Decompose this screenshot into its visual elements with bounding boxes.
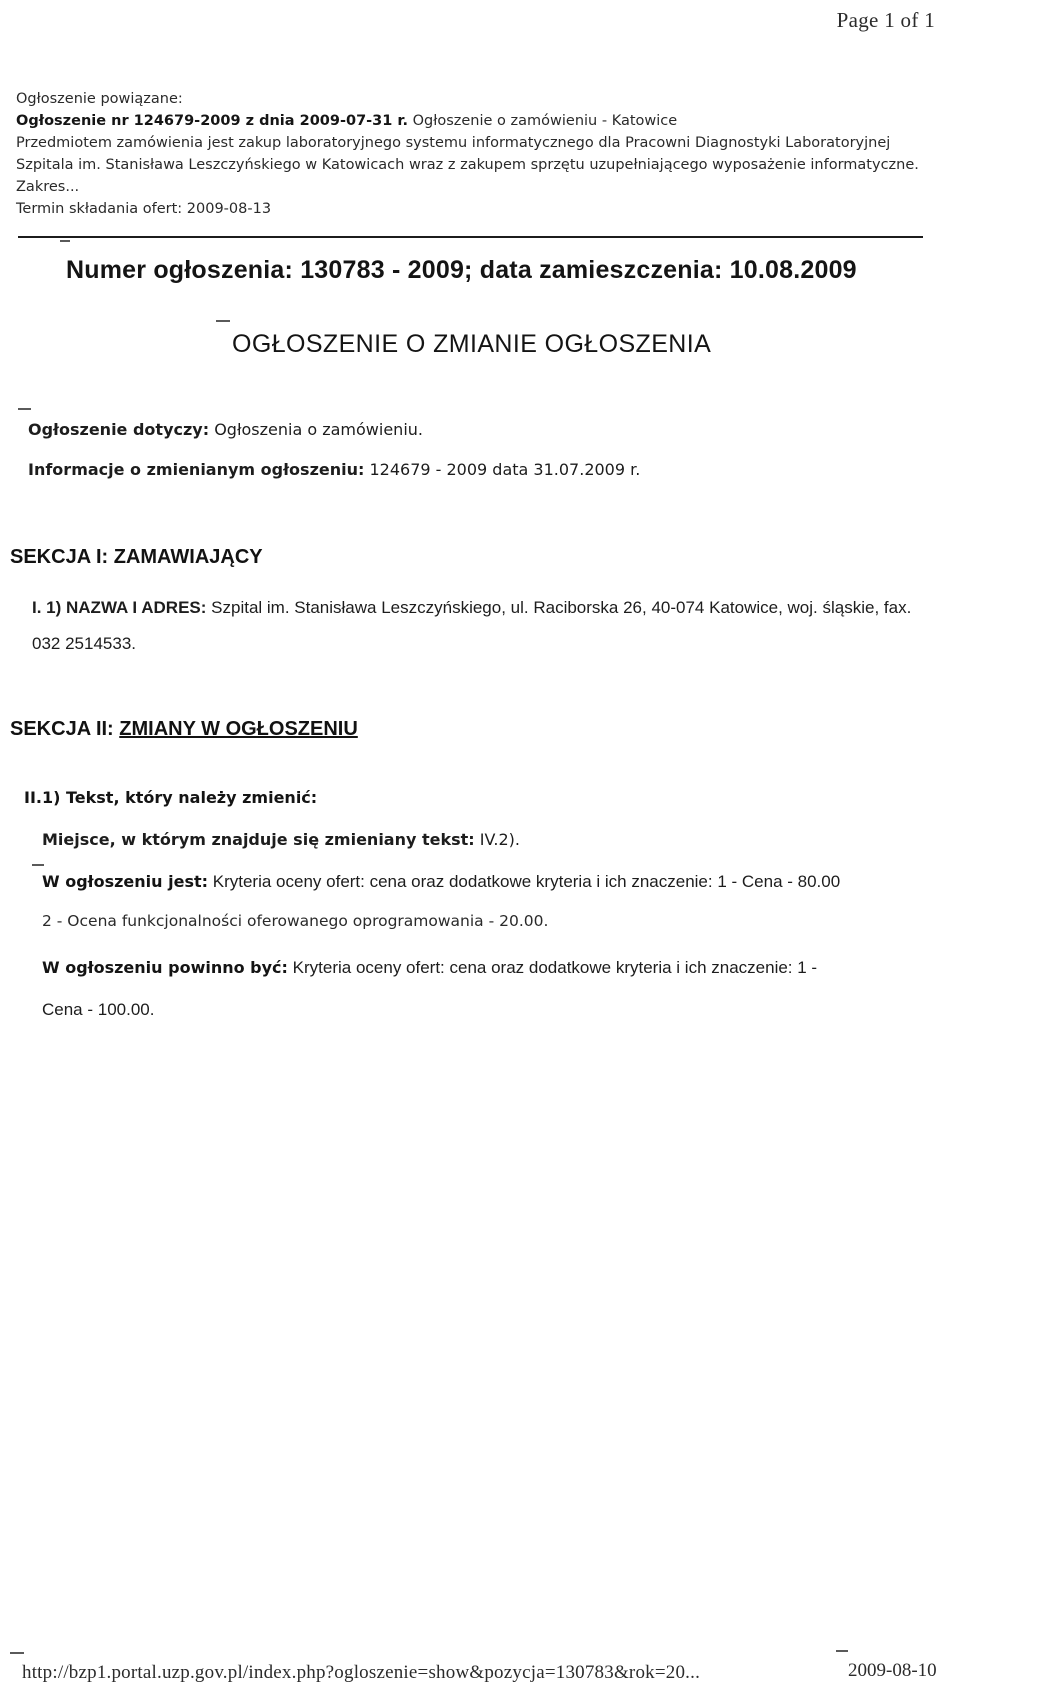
related-reference-rest: Ogłoszenie o zamówieniu - Katowice (408, 113, 678, 130)
related-deadline: Termin składania ofert: 2009-08-13 (16, 201, 272, 218)
related-announcement-block (16, 88, 921, 220)
scan-artifact-3 (60, 240, 70, 242)
location-label: Miejsce, w którym znajduje się zmieniany tekst: (42, 830, 475, 849)
section-1-address-block (32, 590, 932, 661)
section-2-heading (10, 718, 358, 741)
location-value: IV.2). (474, 830, 520, 849)
new-text-label: W ogłoszeniu powinno być: (42, 958, 288, 977)
scan-artifact-6 (836, 1650, 848, 1652)
scan-artifact-1 (216, 320, 230, 322)
section-2-prefix: SEKCJA II: (10, 718, 120, 740)
section-2-underlined-text: ZMIANY W OGŁOSZENIU (119, 718, 358, 740)
page-title: OGŁOSZENIE O ZMIANIE OGŁOSZENIA (232, 330, 712, 358)
location-of-text-line (42, 830, 520, 849)
page-number-marker: Page 1 of 1 (836, 8, 935, 32)
related-body-text: Przedmiotem zamówienia jest zakup laboratoryjnego systemu informatycznego dla Pracowni Diagnostyki Laboratoryjnej Szpitala im. Stanisława Leszczyńskiego w Katowicach wraz z zakupem sprzętu uzupełniającego wyposażenie informatyczne. Zakres... (16, 135, 919, 196)
current-text-line (42, 872, 942, 892)
changed-announcement-value: 124679 - 2009 data 31.07.2009 r. (364, 460, 641, 479)
changed-announcement-label: Informacje o zmienianym ogłoszeniu: (28, 460, 365, 479)
announcement-concerns-line (28, 420, 423, 439)
new-text-value: Kryteria oceny ofert: cena oraz dodatkowe kryteria i ich znaczenie: 1 - (287, 958, 818, 977)
text-to-change-heading: II.1) Tekst, który należy zmienić: (24, 788, 318, 807)
address-label: I. 1) NAZWA I ADRES: (32, 598, 207, 617)
current-text-line-2: 2 - Ocena funkcjonalności oferowanego oprogramowania - 20.00. (42, 912, 549, 930)
scan-artifact-4 (32, 864, 44, 866)
current-text-value: Kryteria oceny ofert: cena oraz dodatkowe kryteria i ich znaczenie: 1 - Cena - 80.00 (208, 872, 841, 891)
new-text-line (42, 958, 942, 978)
changed-announcement-info-line (28, 460, 640, 479)
new-text-line-2: Cena - 100.00. (42, 1000, 155, 1019)
horizontal-divider (18, 236, 923, 238)
related-reference-line (16, 110, 921, 132)
related-heading: Ogłoszenie powiązane: (16, 91, 183, 107)
announcement-concerns-value: Ogłoszenia o zamówieniu. (209, 420, 423, 439)
section-1-heading: SEKCJA I: ZAMAWIAJĄCY (10, 546, 263, 568)
announcement-number-heading: Numer ogłoszenia: 130783 - 2009; data zamieszczenia: 10.08.2009 (66, 256, 857, 284)
address-value: Szpital im. Stanisława Leszczyńskiego, ul. Raciborska 26, 40-074 Katowice, woj. śląskie, fax. 032 2514533. (32, 598, 912, 653)
scan-artifact-5 (10, 1652, 24, 1654)
announcement-concerns-label: Ogłoszenie dotyczy: (28, 420, 210, 439)
related-reference-bold: Ogłoszenie nr 124679-2009 z dnia 2009-07-31 r. (16, 113, 408, 130)
current-text-label: W ogłoszeniu jest: (42, 872, 209, 891)
scan-artifact-2 (18, 408, 31, 410)
footer-url: http://bzp1.portal.uzp.gov.pl/index.php?ogloszenie=show&pozycja=130783&rok=20... (22, 1662, 701, 1683)
footer-date: 2009-08-10 (848, 1660, 937, 1681)
